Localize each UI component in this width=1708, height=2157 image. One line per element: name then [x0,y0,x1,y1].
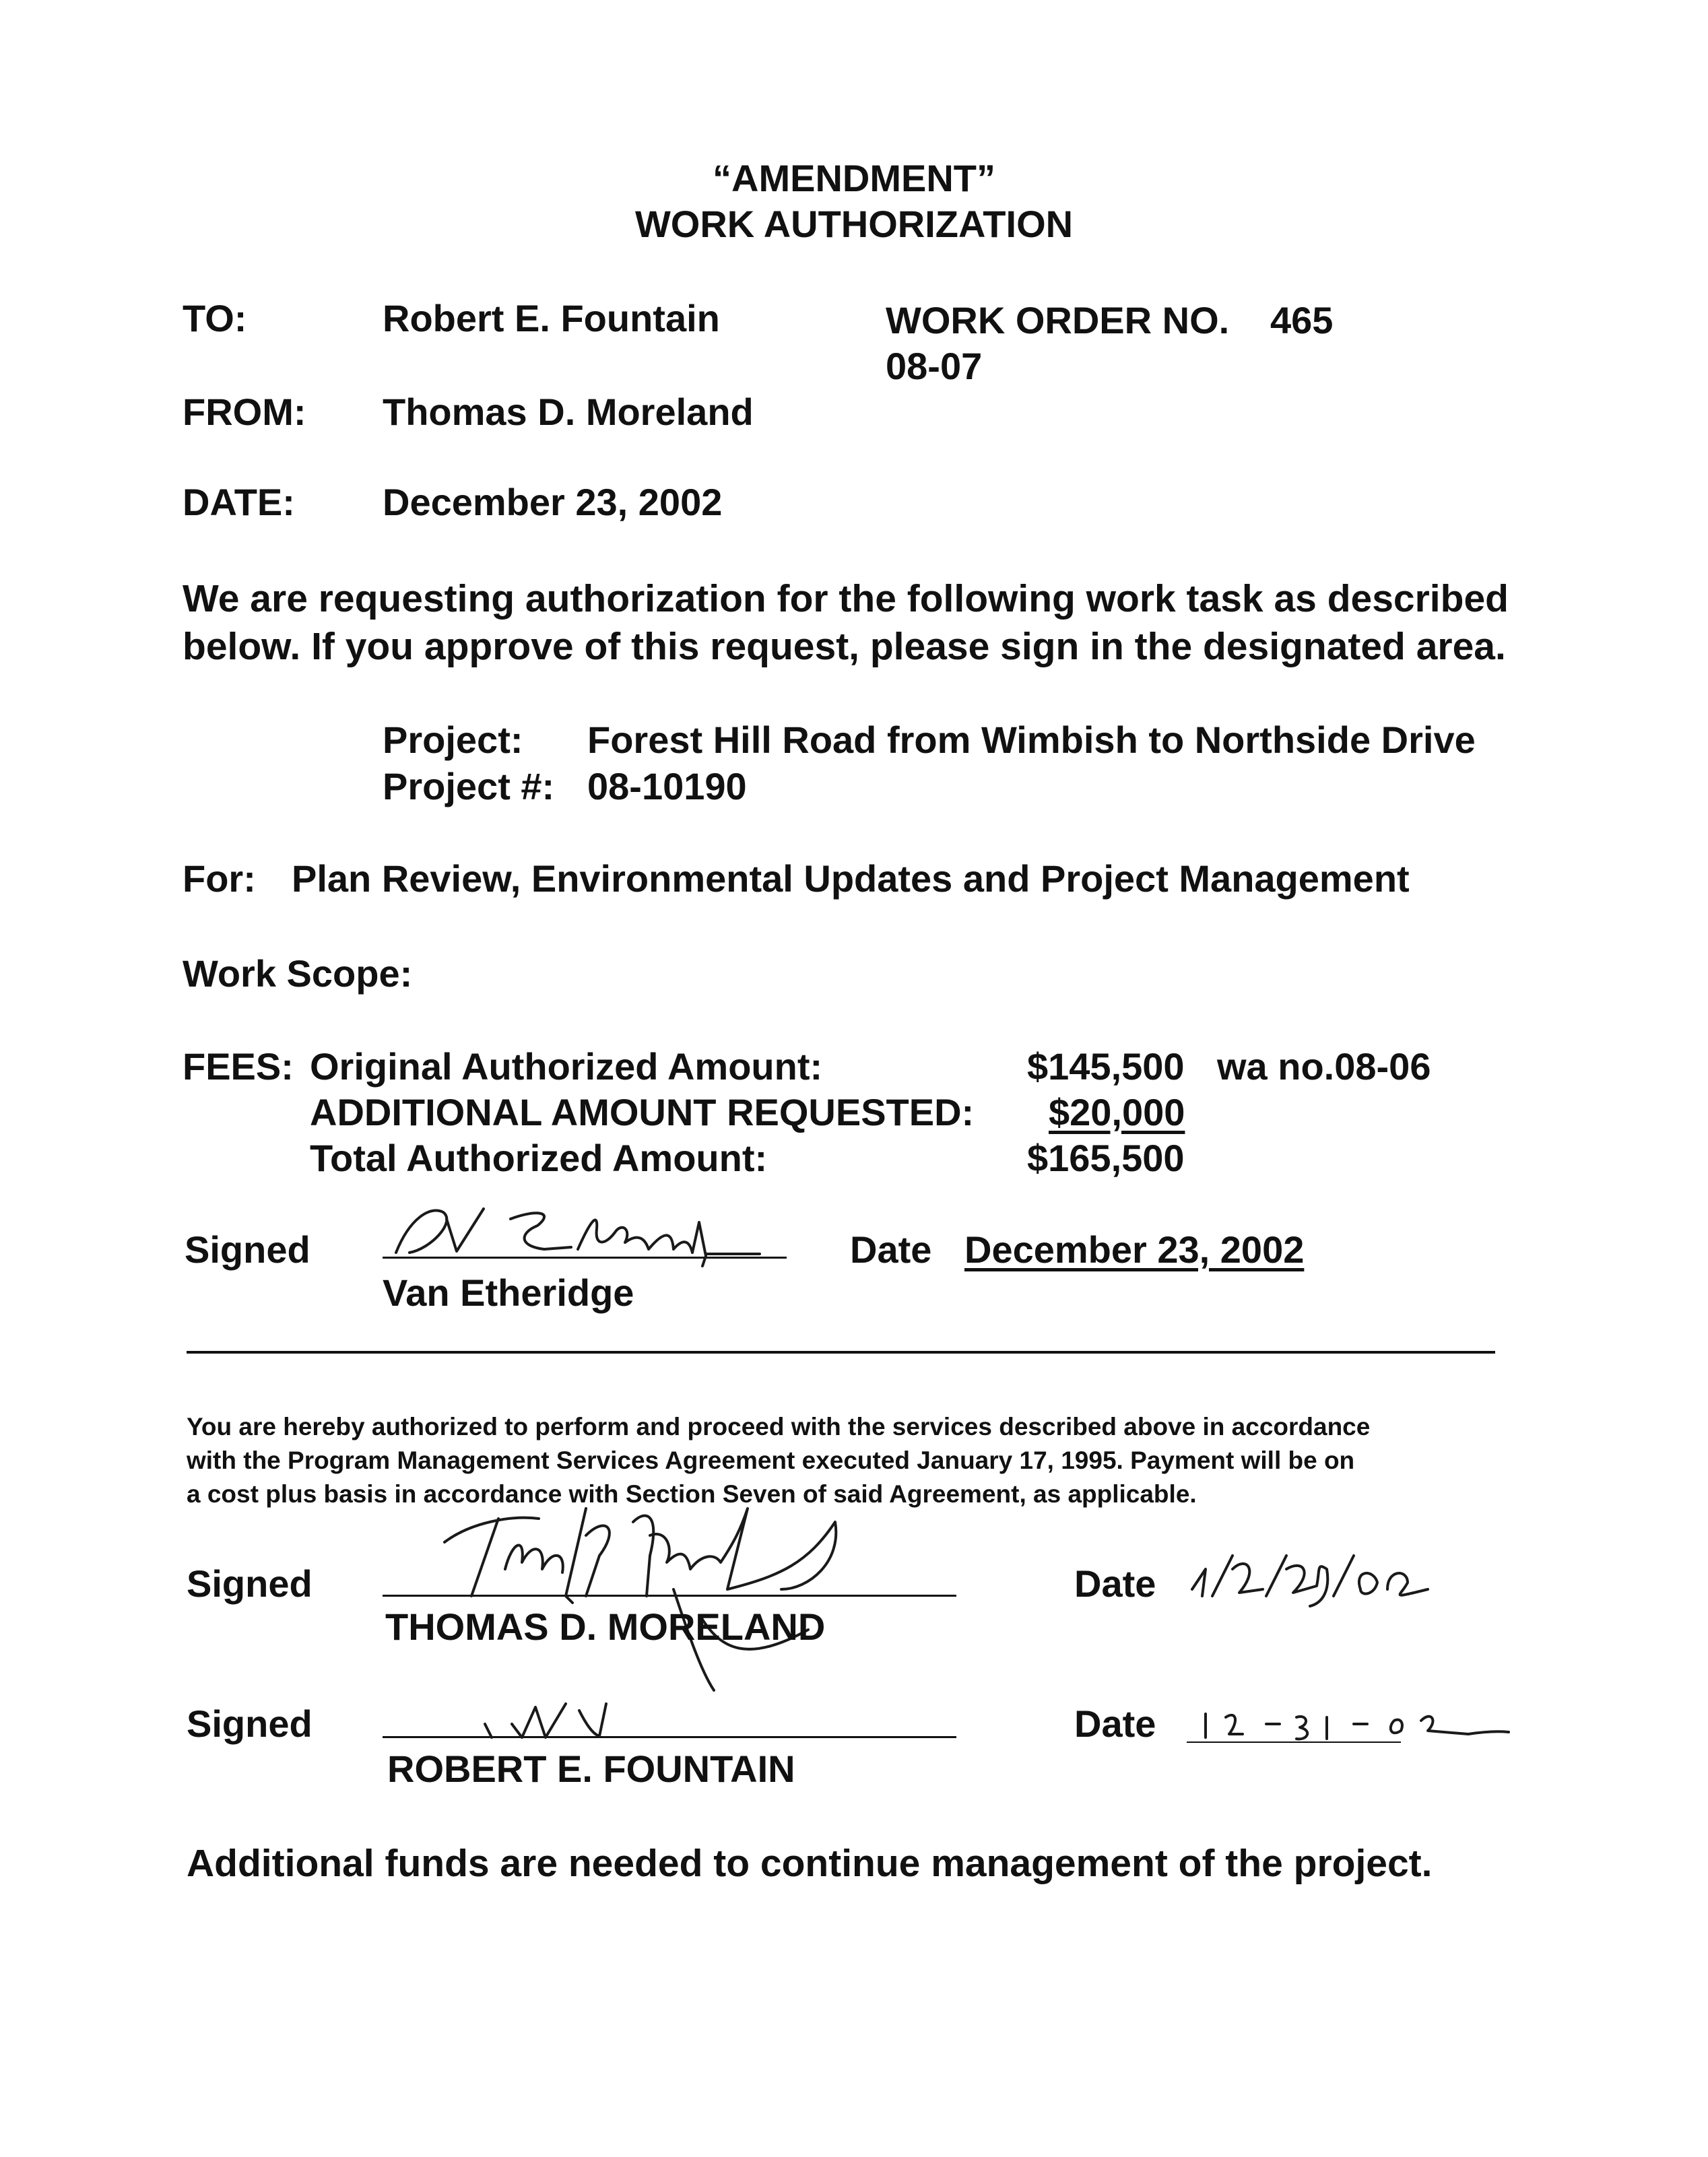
additional-amount-value: $20,000 [1049,1091,1185,1133]
approval-1-name: THOMAS D. MORELAND [385,1605,826,1648]
document-title-line1: “AMENDMENT” [713,157,995,199]
for-label: For: [183,857,256,900]
additional-amount-label: ADDITIONAL AMOUNT REQUESTED: [310,1091,975,1133]
approval-1-signed-label: Signed [187,1562,313,1605]
original-amount-note: wa no.08-06 [1217,1045,1431,1088]
project-label: Project: [383,719,523,761]
requester-date-value: December 23, 2002 [964,1228,1305,1271]
authorization-line-1: You are hereby authorized to perform and proceed with the services described above in accordance [187,1413,1371,1440]
work-order-number: 465 [1270,299,1334,341]
approval-2-name: ROBERT E. FOUNTAIN [387,1748,795,1790]
project-value: Forest Hill Road from Wimbish to Northside Drive [587,719,1476,761]
date-value: December 23, 2002 [383,481,723,523]
request-line-1: We are requesting authorization for the following work task as described [183,577,1509,620]
requester-signed-label: Signed [185,1228,310,1271]
authorization-line-2: with the Program Management Services Agreement executed January 17, 1995. Payment will be on [187,1447,1355,1474]
date-label: DATE: [183,481,295,523]
to-label: TO: [183,297,247,339]
work-scope-label: Work Scope: [183,952,413,995]
original-amount-value: $145,500 [1027,1045,1185,1088]
project-number-label: Project #: [383,765,555,807]
approval-2-signature-image [471,1684,687,1751]
authorization-line-3: a cost plus basis in accordance with Section Seven of said Agreement, as applicable. [187,1480,1197,1508]
approval-2-date-handwritten [1199,1697,1515,1751]
original-amount-label: Original Authorized Amount: [310,1045,823,1088]
total-amount-label: Total Authorized Amount: [310,1137,768,1179]
approval-2-date-label: Date [1074,1702,1156,1745]
project-number-value: 08-10190 [587,765,747,807]
from-label: FROM: [183,391,306,433]
request-line-2: below. If you approve of this request, please sign in the designated area. [183,625,1506,668]
fees-label: FEES: [183,1045,294,1088]
footer-note: Additional funds are needed to continue management of the project. [187,1842,1433,1885]
requester-signature-image [383,1192,800,1266]
approval-2-signed-label: Signed [187,1702,313,1745]
to-value: Robert E. Fountain [383,297,720,339]
for-value: Plan Review, Environmental Updates and Project Management [292,857,1410,900]
approval-1-date-label: Date [1074,1562,1156,1605]
work-order-code: 08-07 [886,345,983,387]
document-title-line2: WORK AUTHORIZATION [634,203,1074,245]
total-amount-value: $165,500 [1027,1137,1185,1179]
approval-1-signature-image [431,1495,902,1697]
work-order-label: WORK ORDER NO. [886,299,1230,341]
requester-name: Van Etheridge [383,1271,634,1314]
approval-1-date-handwritten [1185,1542,1455,1616]
from-value: Thomas D. Moreland [383,391,754,433]
requester-date-label: Date [850,1228,932,1271]
section-divider [187,1351,1495,1354]
